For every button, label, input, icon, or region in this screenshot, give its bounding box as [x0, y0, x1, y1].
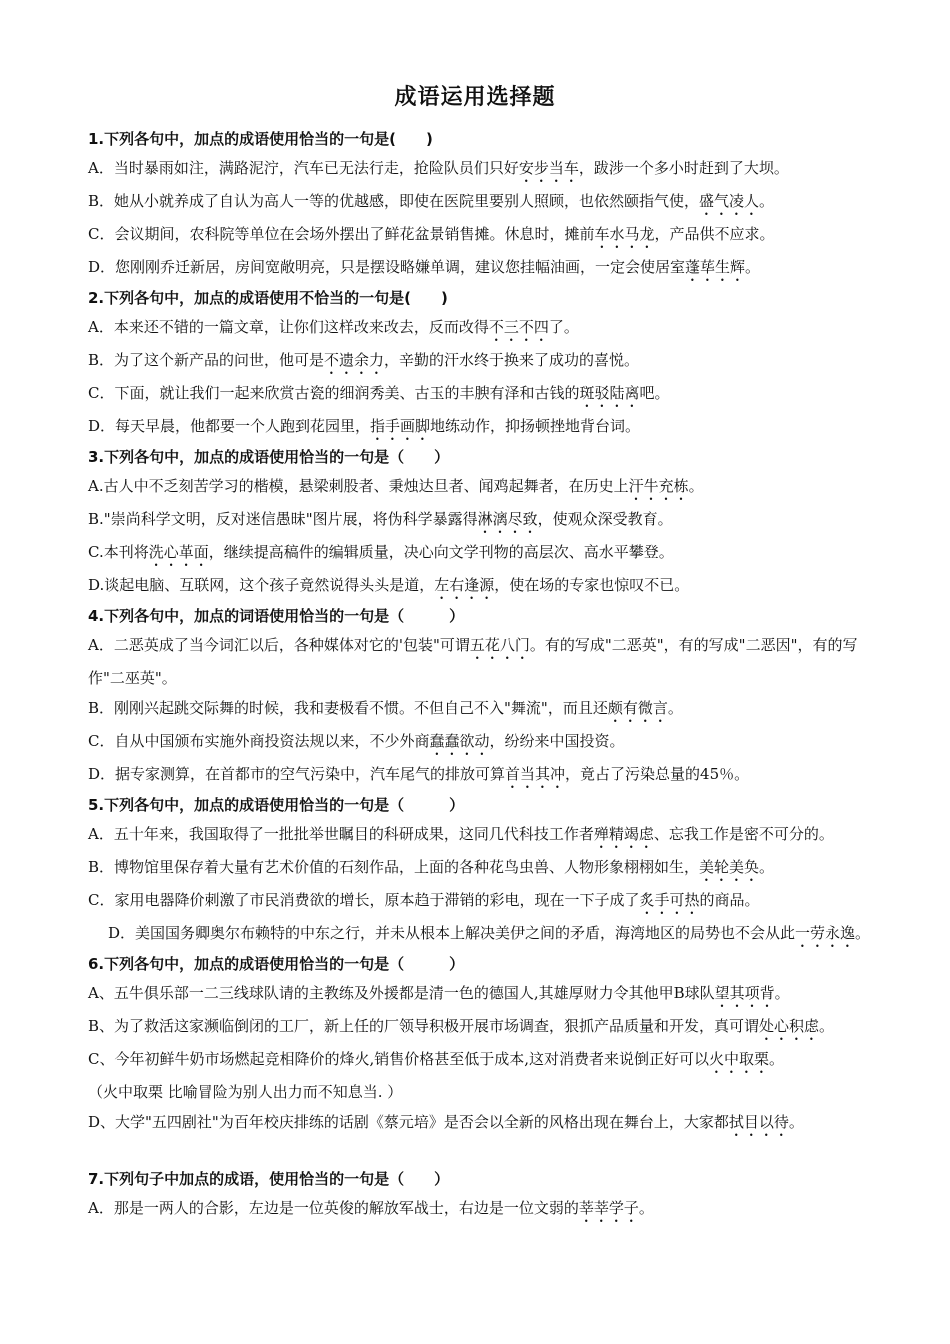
dotted-idiom: 淋漓尽致 [477, 510, 538, 528]
option-text: D.谈起电脑、互联网，这个孩子竟然说得头头是道， [88, 576, 435, 594]
question-block [88, 285, 878, 444]
dotted-idiom: 指手画脚 [370, 417, 431, 435]
question-stem: 6.下列各句中，加点的成语使用恰当的一句是（ ） [88, 955, 465, 973]
option-text-tail: ，产品供不应求。 [654, 225, 775, 243]
answer-option [88, 537, 878, 570]
answer-option [88, 219, 878, 252]
answer-option [88, 978, 878, 1011]
dotted-idiom: 汗牛充栋 [628, 477, 689, 495]
dotted-idiom: 殚精竭虑 [593, 825, 654, 843]
option-text: A．二恶英成了当今词汇以后，各种媒体对它的'包装"可谓 [88, 636, 470, 654]
option-text: B．博物馆里保存着大量有艺术价值的石刻作品，上面的各种花鸟虫兽、人物形象栩栩如生， [88, 858, 700, 876]
option-text-tail: ，使在场的专家也惊叹不已。 [494, 576, 690, 594]
answer-option [88, 312, 878, 345]
dotted-idiom: 斑驳陆离 [579, 384, 640, 402]
dotted-idiom: 左右逢源 [434, 576, 495, 594]
question-stem: 5.下列各句中，加点的成语使用恰当的一句是（ ） [88, 796, 465, 814]
answer-option [88, 693, 878, 726]
question-block [88, 444, 878, 603]
question-block [88, 1166, 878, 1226]
dotted-idiom: 炙手可热 [639, 891, 700, 909]
question-stem: 4.下列各句中，加点的词语使用恰当的一句是（ ） [88, 607, 465, 625]
dotted-idiom: 莘莘学子 [578, 1199, 639, 1217]
option-text-tail: 的商品。 [699, 891, 760, 909]
option-text: B."崇尚科学文明，反对迷信愚昧"图片展，将伪科学暴露得 [88, 510, 478, 528]
question-block [88, 951, 878, 1140]
option-text: C．下面，就让我们一起来欣赏古瓷的细润秀美、古玉的丰腴有泽和古钱的 [88, 384, 580, 402]
dotted-idiom: 蓬荜生辉 [685, 258, 746, 276]
option-text: A．当时暴雨如注，满路泥泞，汽车已无法行走，抢险队员们只好 [88, 159, 519, 177]
dotted-idiom: 五花八门 [469, 636, 530, 654]
dotted-idiom: 火中取栗 [709, 1050, 770, 1068]
answer-option [88, 1193, 878, 1226]
section-gap [88, 1140, 878, 1166]
option-text-tail: 。 [667, 699, 683, 717]
dotted-idiom: 不三不四 [488, 318, 549, 336]
question-stem: 2.下列各句中，加点的成语使用不恰当的一句是( ) [88, 289, 448, 307]
option-text-tail: 吧。 [639, 384, 670, 402]
option-text: A．五十年来，我国取得了一批批举世瞩目的科研成果，这同几代科技工作者 [88, 825, 594, 843]
answer-option [88, 1011, 878, 1044]
option-text-tail: 地练动作，抑扬顿挫地背台词。 [430, 417, 641, 435]
option-text: D．您刚刚乔迁新居，房间宽敞明亮，只是摆设略嫌单调，建议您挂幅油画，一定会使居室 [88, 258, 686, 276]
option-text-tail: 了。 [548, 318, 579, 336]
option-text-tail: 。 [638, 1199, 654, 1217]
answer-option [88, 852, 878, 885]
dotted-idiom: 不遗余力 [324, 351, 385, 369]
option-text-tail: 。 [855, 924, 871, 942]
answer-option [88, 153, 878, 186]
answer-option [88, 885, 878, 918]
option-text: B．为了这个新产品的问世，他可是 [88, 351, 325, 369]
option-text: A、五牛俱乐部一二三线球队请的主教练及外援都是清一色的德国人,其雄厚财力令其他甲B球队 [88, 984, 715, 1002]
dotted-idiom: 一劳永逸 [795, 924, 856, 942]
option-text-tail: 。有的写成"二恶英"，有的写成"二恶因"，有的写作"二巫英"。 [88, 636, 858, 687]
option-text: A.古人中不乏刻苦学习的楷模，悬梁刺股者、秉烛达旦者、闻鸡起舞者，在历史上 [88, 477, 629, 495]
option-text: C．会议期间，农科院等单位在会场外摆出了鲜花盆景销售摊。休息时，摊前 [88, 225, 595, 243]
question-stem: 1.下列各句中，加点的成语使用恰当的一句是( ) [88, 130, 433, 148]
option-text-tail: 。 [774, 984, 790, 1002]
answer-option [88, 345, 878, 378]
dotted-idiom: 安步当车 [518, 159, 579, 177]
option-text-tail: ，跋涉一个多小时赶到了大坝。 [578, 159, 789, 177]
answer-option [88, 918, 878, 951]
option-text: A．本来还不错的一篇文章，让你们这样改来改去，反而改得 [88, 318, 489, 336]
answer-option [88, 471, 878, 504]
option-text-tail: ，使观众深受教育。 [537, 510, 673, 528]
answer-option [88, 378, 878, 411]
question-list [88, 126, 878, 1226]
option-text-tail: 。 [688, 477, 704, 495]
answer-option [88, 819, 878, 852]
option-text-tail: 。 [759, 192, 775, 210]
option-text-tail: 、忘我工作是密不可分的。 [653, 825, 834, 843]
option-text-tail: 。 [769, 1050, 785, 1068]
option-text: A．那是一两人的合影，左边是一位英俊的解放军战士，右边是一位文弱的 [88, 1199, 579, 1217]
option-text: C、今年初鲜牛奶市场燃起竞相降价的烽火,销售价格甚至低于成本,这对消费者来说倒正好可以 [88, 1050, 710, 1068]
dotted-idiom: 颇有微言 [607, 699, 668, 717]
option-text: D．每天早晨，他都要一个人跑到花园里， [88, 417, 371, 435]
answer-option [88, 504, 878, 537]
answer-option [88, 1107, 878, 1140]
question-block [88, 603, 878, 792]
answer-option [88, 570, 878, 603]
answer-option [88, 1044, 878, 1077]
dotted-idiom: 美轮美奂 [699, 858, 760, 876]
option-text: D．据专家测算，在首都市的空气污染中，汽车尾气的排放可算 [88, 765, 506, 783]
option-text-tail: 。 [788, 1113, 804, 1131]
option-text: C.本刊将 [88, 543, 149, 561]
option-text-tail: 。 [819, 1017, 835, 1035]
answer-option [88, 726, 878, 759]
answer-option [88, 411, 878, 444]
option-text-tail: ，继续提高稿件的编辑质量，决心向文学刊物的高层次、高水平攀登。 [208, 543, 674, 561]
dotted-idiom: 拭目以待 [728, 1113, 789, 1131]
dotted-idiom: 首当其冲 [505, 765, 566, 783]
option-text-tail: 。 [759, 858, 775, 876]
answer-option [88, 252, 878, 285]
option-text-tail: 。 [745, 258, 761, 276]
option-text: （火中取栗 比喻冒险为别人出力而不知息当. ） [88, 1083, 403, 1101]
dotted-idiom: 洗心革面 [148, 543, 209, 561]
dotted-idiom: 处心积虑 [759, 1017, 820, 1035]
option-text: D、大学"五四剧社"为百年校庆排练的话剧《蔡元培》是否会以全新的风格出现在舞台上，大家都 [88, 1113, 729, 1131]
option-text: C．自从中国颁布实施外商投资法规以来，不少外商 [88, 732, 430, 750]
question-block [88, 126, 878, 285]
answer-option [88, 186, 878, 219]
answer-option [88, 1077, 878, 1107]
dotted-idiom: 盛气凌人 [699, 192, 760, 210]
dotted-idiom: 车水马龙 [594, 225, 655, 243]
dotted-idiom: 望其项背 [714, 984, 775, 1002]
option-text: B．刚刚兴起跳交际舞的时候，我和妻极看不惯。不但自己不入"舞流"，而且还 [88, 699, 608, 717]
question-stem: 3.下列各句中，加点的成语使用恰当的一句是（ ） [88, 448, 450, 466]
option-text: B、为了救活这家濒临倒闭的工厂，新上任的厂领导积极开展市场调查，狠抓产品质量和开发，真可谓 [88, 1017, 760, 1035]
option-text-tail: ，纷纷来中国投资。 [489, 732, 625, 750]
option-text-tail: ，竟占了污染总量的45％。 [565, 765, 750, 783]
dotted-idiom: 蠢蠢欲动 [429, 732, 490, 750]
option-text-tail: ，辛勤的汗水终于换来了成功的喜悦。 [384, 351, 640, 369]
answer-option [88, 630, 878, 693]
answer-option [88, 759, 878, 792]
page-title: 成语运用选择题 [394, 85, 556, 110]
option-text: D．美国国务卿奥尔布赖特的中东之行，并未从根本上解决美伊之间的矛盾，海湾地区的局势也不会从此 [108, 924, 796, 942]
question-stem: 7.下列句子中加点的成语，使用恰当的一句是（ ） [88, 1170, 450, 1188]
question-block [88, 792, 878, 951]
option-text: B．她从小就养成了自认为高人一等的优越感，即使在医院里要别人照顾，也依然颐指气使， [88, 192, 700, 210]
option-text: C．家用电器降价刺激了市民消费欲的增长，原本趋于滞销的彩电，现在一下子成了 [88, 891, 640, 909]
